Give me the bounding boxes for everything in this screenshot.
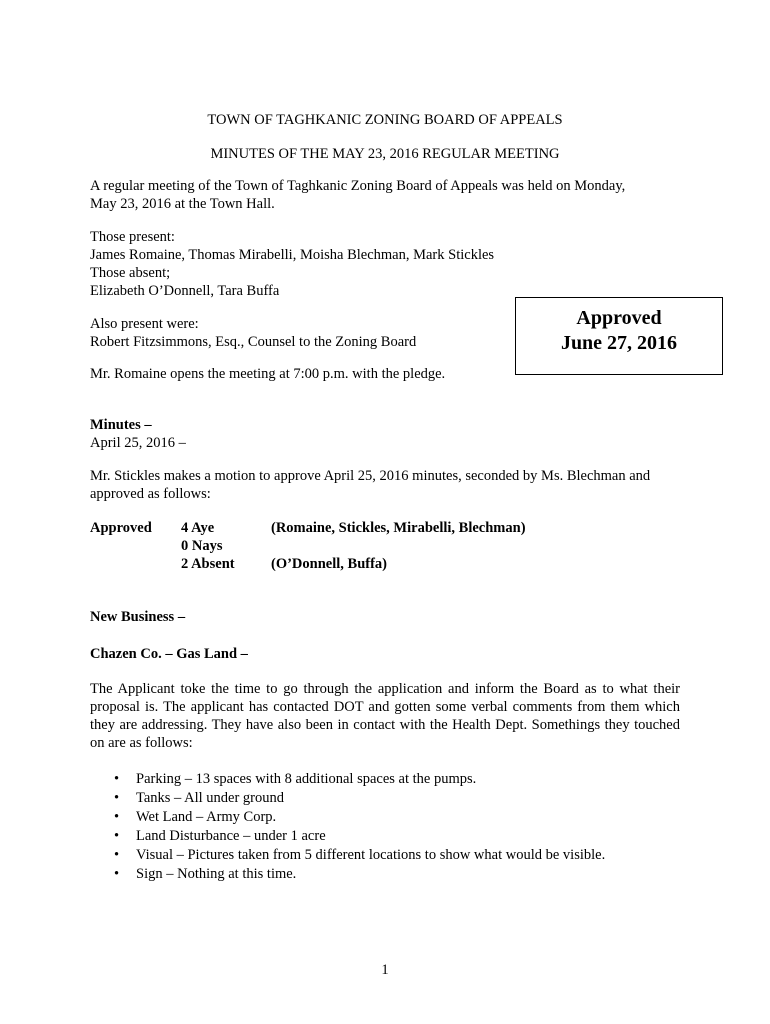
applicant-paragraph: The Applicant toke the time to go through the application and inform the Board as to what their proposal is. The applicant has contacted DOT and gotten some verbal comments from them which they are addressing. They have also been in contact with the Health Dept. Somethings they touched on are as follows: — [90, 681, 680, 751]
vote-aye: 4 Aye — [181, 520, 215, 536]
bullet-icon: • — [114, 866, 120, 882]
approved-stamp-label: Approved — [576, 307, 662, 329]
list-item: • Parking – 13 spaces with 8 additional spaces at the pumps. — [114, 771, 477, 787]
vote-absent: 2 Absent — [181, 556, 235, 572]
motion-line-1: Mr. Stickles makes a motion to approve April 25, 2016 minutes, seconded by Ms. Blechman and — [90, 468, 651, 484]
bullet-list — [112, 770, 605, 884]
absent-label: Those absent; — [90, 265, 171, 281]
absent-names: Elizabeth O’Donnell, Tara Buffa — [90, 283, 280, 299]
bullet-icon: • — [114, 809, 120, 825]
list-item: • Visual – Pictures taken from 5 different locations to show what would be visible. — [114, 847, 606, 863]
list-item: • Land Disturbance – under 1 acre — [114, 828, 326, 844]
vote-label: Approved — [90, 520, 152, 536]
list-item: • Tanks – All under ground — [114, 790, 284, 806]
bullet-icon: • — [114, 847, 120, 863]
also-present-names: Robert Fitzsimmons, Esq., Counsel to the Zoning Board — [90, 334, 417, 350]
also-present-label: Also present were: — [90, 316, 199, 332]
motion-line-2: approved as follows: — [90, 486, 211, 502]
approved-stamp-date: June 27, 2016 — [560, 332, 678, 354]
intro-line-2: May 23, 2016 at the Town Hall. — [90, 196, 275, 212]
minutes-date: April 25, 2016 – — [90, 435, 186, 451]
page-number: 1 — [381, 962, 389, 978]
item-heading: Chazen Co. – Gas Land – — [90, 646, 248, 662]
new-business-heading: New Business – — [90, 609, 186, 625]
intro-line-1: A regular meeting of the Town of Taghkanic Zoning Board of Appeals was held on Monday, — [90, 178, 626, 194]
present-names: James Romaine, Thomas Mirabelli, Moisha Blechman, Mark Stickles — [90, 247, 495, 263]
document-subtitle: MINUTES OF THE MAY 23, 2016 REGULAR MEETING — [210, 146, 560, 162]
bullet-icon: • — [114, 771, 120, 787]
present-label: Those present: — [90, 229, 175, 245]
document-title: TOWN OF TAGHKANIC ZONING BOARD OF APPEALS — [207, 112, 563, 128]
vote-nays: 0 Nays — [181, 538, 223, 554]
bullet-icon: • — [114, 790, 120, 806]
list-item: • Wet Land – Army Corp. — [114, 809, 277, 825]
list-item: • Sign – Nothing at this time. — [114, 866, 297, 882]
vote-absent-names: (O’Donnell, Buffa) — [271, 556, 387, 572]
minutes-heading: Minutes – — [90, 417, 152, 433]
bullet-icon: • — [114, 828, 120, 844]
vote-aye-names: (Romaine, Stickles, Mirabelli, Blechman) — [271, 520, 526, 536]
approved-stamp — [515, 297, 723, 375]
opening-statement: Mr. Romaine opens the meeting at 7:00 p.m. with the pledge. — [90, 366, 446, 382]
